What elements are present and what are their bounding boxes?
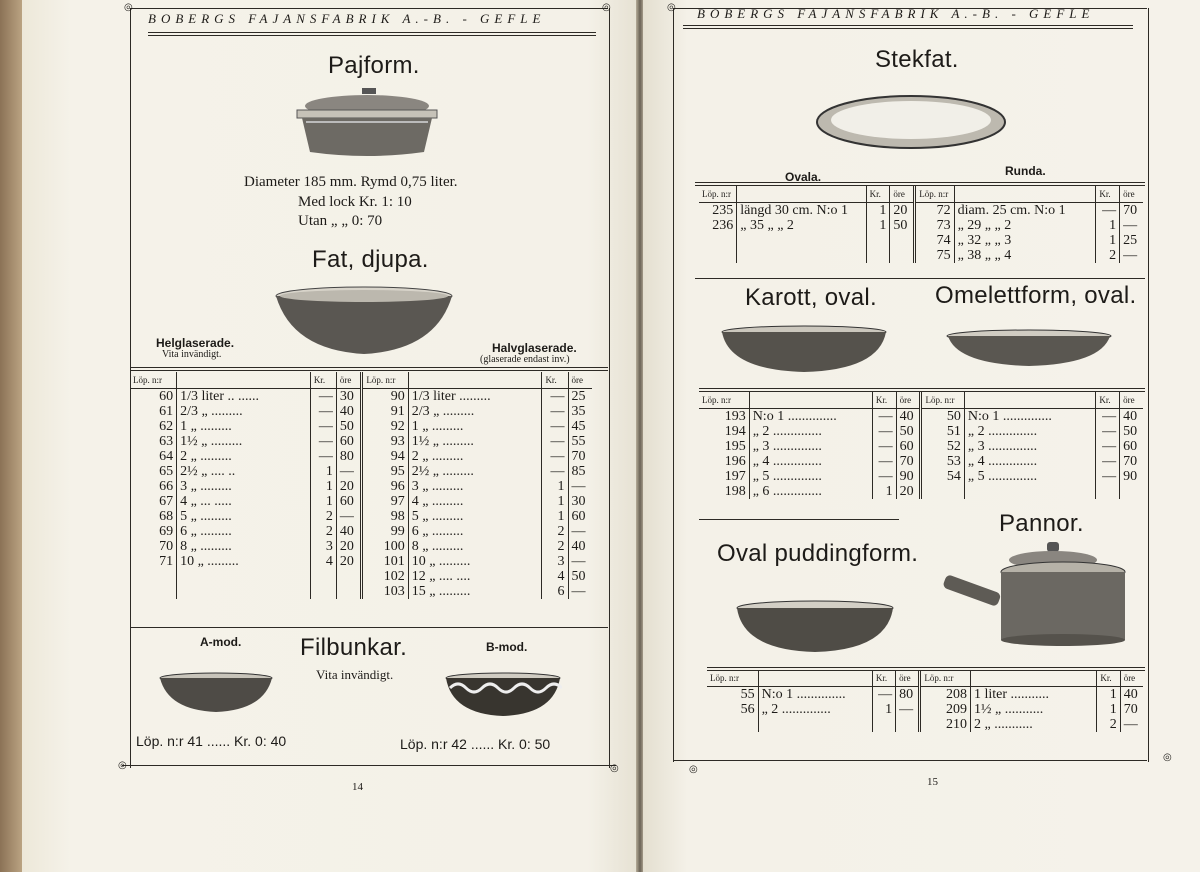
pajform-title: Pajform.	[328, 52, 420, 79]
table-row: 235 längd 30 cm. N:o 1 1 20 72 diam. 25 cm. N:o 1 — 70	[699, 203, 1143, 219]
omelettform-illustration	[945, 328, 1113, 368]
table-row: 75 „ 38 „ „ 4 2 —	[699, 248, 1143, 263]
filbunke-b-price: Löp. n:r 42 ...... Kr. 0: 50	[400, 736, 551, 752]
helglaserade-label: Helglaserade.	[156, 336, 235, 350]
filbunkar-note: Vita invändigt.	[316, 667, 394, 682]
corner-ornament-icon: ◎	[610, 763, 619, 774]
page-right	[643, 0, 1200, 872]
page-number: 15	[927, 776, 938, 788]
table-row: 55 N:o 1 .............. — 80 208 1 liter ........... 1 40	[707, 687, 1143, 703]
table-row: 56 „ 2 .............. 1 — 209 1½ „ ........... 1 70	[707, 702, 1143, 717]
table-row: 64 2 „ ......... — 80 94 2 „ ......... — 70	[130, 449, 592, 464]
table-row: 60 1/3 liter .. ...... — 30 90 1/3 liter ......... — 25	[130, 389, 592, 405]
table-row: 67 4 „ ... ..... 1 60 97 4 „ ......... 1 30	[130, 494, 592, 509]
table-row: 198 „ 6 .............. 1 20	[699, 484, 1143, 499]
filbunkar-title: Filbunkar.	[300, 634, 408, 661]
table-row: 61 2/3 „ ......... — 40 91 2/3 „ ......... — 35	[130, 404, 592, 419]
table-row: 193 N:o 1 .............. — 40 50 N:o 1 .............. — 40	[699, 409, 1143, 425]
table-row: 74 „ 32 „ „ 3 1 25	[699, 233, 1143, 248]
pajform-price-lid: Med lock Kr. 1: 10	[298, 194, 412, 210]
page-left	[22, 0, 637, 872]
filbunke-a-illustration	[158, 672, 274, 714]
fat-title: Fat, djupa.	[312, 246, 429, 273]
table-row: 65 2½ „ .... .. 1 — 95 2½ „ ......... — 85	[130, 464, 592, 479]
corner-ornament-icon: ◎	[124, 2, 133, 13]
puddingform-illustration	[735, 600, 895, 654]
pannor-title: Pannor.	[999, 510, 1084, 537]
halvglaserade-label: Halvglaserade.	[492, 341, 577, 355]
table-row: 196 „ 4 .............. — 70 53 „ 4 .............. — 70	[699, 454, 1143, 469]
filbunke-b-illustration	[444, 672, 562, 718]
table-row: 69 6 „ ......... 2 40 99 6 „ ......... 2 —	[130, 524, 592, 539]
corner-ornament-icon: ◎	[118, 760, 127, 771]
corner-ornament-icon: ◎	[689, 764, 698, 775]
panna-illustration	[943, 540, 1129, 648]
page-header: BOBERGS FAJANSFABRIK A.-B. - GEFLE	[697, 6, 1095, 21]
karott-omelett-price-table: Löp. n:r Kr. öre Löp. n:r Kr. öre 193 N:o 1 .............. — 40 50 N:o 1 .............. — 40 194 „ 2 .............. — 50 51 „ 2 .............. — 50 195 „ 3 .............. — 60 52 „ 3 .............. — 60 196 „ 4 .............. — 70 53 „ 4 .............. — 70 197 „ 5 .............. — 90 54 „ 5 .............. — 90 198 „ 6 .............. 1 20	[699, 392, 1143, 499]
b-mod-label: B-mod.	[486, 640, 528, 654]
table-row: 236 „ 35 „ „ 2 1 50 73 „ 29 „ „ 2 1 —	[699, 218, 1143, 233]
a-mod-label: A-mod.	[200, 635, 242, 649]
table-row: 71 10 „ ......... 4 20 101 10 „ ......... 3 —	[130, 554, 592, 569]
table-row: 68 5 „ ......... 2 — 98 5 „ ......... 1 60	[130, 509, 592, 524]
page-header: BOBERGS FAJANSFABRIK A.-B. - GEFLE	[148, 11, 546, 26]
table-row: 66 3 „ ......... 1 20 96 3 „ ......... 1 —	[130, 479, 592, 494]
halvglaserade-note: (glaserade endast inv.)	[480, 354, 570, 365]
puddingform-title: Oval puddingform.	[717, 540, 919, 567]
corner-ornament-icon: ◎	[602, 2, 611, 13]
corner-ornament-icon: ◎	[667, 2, 676, 13]
page-number: 14	[352, 781, 363, 793]
stekfat-price-table: Löp. n:r Kr. öre Löp. n:r Kr. öre 235 längd 30 cm. N:o 1 1 20 72 diam. 25 cm. N:o 1 — 70 236 „ 35 „ „ 2 1 50 73 „ 29 „ „ 2 1 — 74 „ 32 „ „ 3 1 25 75 „ 38 „ „ 4 2 —	[699, 186, 1143, 263]
omelettform-title: Omelettform, oval.	[935, 282, 1137, 309]
table-row: 102 12 „ .... .... 4 50	[130, 569, 592, 584]
table-row: 63 1½ „ ......... — 60 93 1½ „ ......... — 55	[130, 434, 592, 449]
table-row: 70 8 „ ......... 3 20 100 8 „ ......... 2 40	[130, 539, 592, 554]
stekfat-title: Stekfat.	[875, 46, 959, 73]
fat-illustration	[272, 284, 456, 358]
runda-label: Runda.	[1005, 164, 1046, 178]
table-row: 194 „ 2 .............. — 50 51 „ 2 .............. — 50	[699, 424, 1143, 439]
pajform-price-nolid: Utan „ „ 0: 70	[298, 213, 383, 229]
corner-ornament-icon: ◎	[1163, 752, 1172, 763]
table-row: 62 1 „ ......... — 50 92 1 „ ......... — 45	[130, 419, 592, 434]
pajform-spec: Diameter 185 mm. Rymd 0,75 liter.	[244, 174, 458, 190]
table-row: 197 „ 5 .............. — 90 54 „ 5 .............. — 90	[699, 469, 1143, 484]
karott-title: Karott, oval.	[745, 284, 877, 311]
table-row: 103 15 „ ......... 6 —	[130, 584, 592, 599]
stekfat-illustration	[813, 92, 1013, 154]
pudding-pannor-price-table: Löp. n:r Kr. öre Löp. n:r Kr. öre 55 N:o 1 .............. — 80 208 1 liter ........... 1 40 56 „ 2 .............. 1 — 209 1½ „ ........... 1 70 210 2 „ ........... 2 —	[707, 670, 1143, 732]
table-row: 210 2 „ ........... 2 —	[707, 717, 1143, 732]
filbunke-a-price: Löp. n:r 41 ...... Kr. 0: 40	[136, 733, 287, 749]
ovala-label: Ovala.	[785, 170, 822, 184]
helglaserade-note: Vita invändigt.	[162, 349, 222, 360]
karott-illustration	[719, 324, 889, 374]
pajform-illustration	[292, 86, 442, 162]
table-row: 195 „ 3 .............. — 60 52 „ 3 .............. — 60	[699, 439, 1143, 454]
fat-price-table: Löp. n:r Kr. öre Löp. n:r Kr. öre 60 1/3 liter .. ...... — 30 90 1/3 liter ......... — 25 61 2/3 „ ......... — 40 91 2/3 „ ......... — 35 62 1 „ ......... — 50 92 1 „ ......... — 45 63 1½ „ ......... — 60 93 1½ „ ......... — 55 64 2 „ ......... — 80 94 2 „ ......... — 70 65 2½ „ .... .. 1 — 95 2½ „ ......... — 85 66 3 „ ......... 1 20 96 3 „ ......... 1 — 67 4 „ ... ..... 1 60 97 4 „ ......... 1 30 68 5 „ ......... 2 — 98 5 „ ......... 1 60 69 6 „ ......... 2 40 99 6 „ ......... 2 — 70 8 „ ......... 3 20 100 8 „ ......... 2 40 71 10 „ ......... 4 20 101 10 „ ......... 3 — 102 12 „ .... .... 4 50 103 15 „ ......... 6 —	[130, 372, 592, 599]
